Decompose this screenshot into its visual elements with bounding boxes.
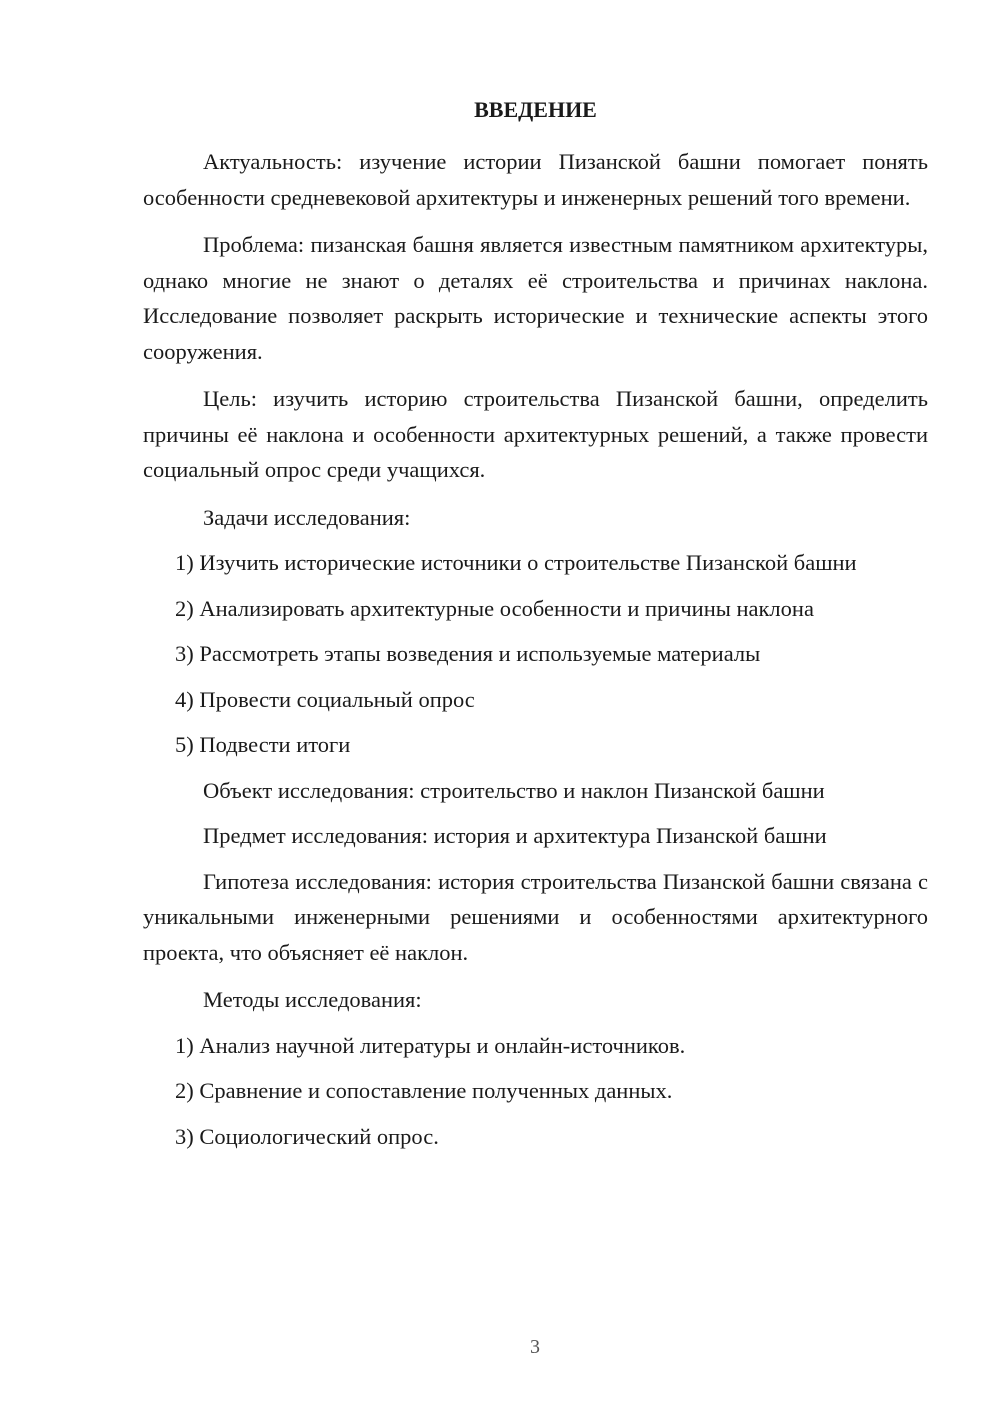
subject-line: Предмет исследования: история и архитектура Пизанской башни (203, 823, 827, 848)
tasks-heading: Задачи исследования: (203, 504, 411, 530)
problem-paragraph: Проблема: пизанская башня является известным памятником архитектуры, однако многие не знают о деталях её строительства и причинах наклона. Исследование позволяет раскрыть исторические и технические аспекты этого сооружения. (143, 232, 928, 364)
method-item-1: 1) Анализ научной литературы и онлайн-источников. (175, 1032, 686, 1058)
methods-heading: Методы исследования: (203, 987, 422, 1012)
object-line: Объект исследования: строительство и наклон Пизанской башни (203, 777, 825, 803)
page-title: ВВЕДЕНИЕ (474, 97, 597, 122)
method-item-2: 2) Сравнение и сопоставление полученных данных. (175, 1078, 673, 1103)
page-content (143, 92, 928, 1164)
goal-paragraph: Цель: изучить историю строительства Пизанской башни, определить причины её наклона и особенности архитектурных решений, а также провести социальный опрос среди учащихся. (143, 386, 928, 482)
page-number: 3 (530, 1336, 540, 1358)
task-item-2: 2) Анализировать архитектурные особенности и причины наклона (175, 595, 814, 621)
task-item-1: 1) Изучить исторические источники о строительстве Пизанской башни (175, 550, 857, 575)
task-item-3: 3) Рассмотреть этапы возведения и используемые материалы (175, 641, 761, 666)
hypothesis-paragraph: Гипотеза исследования: история строительства Пизанской башни связана с уникальными инженерными решениями и особенностями архитектурного проекта, что объясняет её наклон. (143, 868, 928, 965)
task-item-5: 5) Подвести итоги (175, 732, 351, 757)
method-item-3: 3) Социологический опрос. (175, 1123, 439, 1149)
relevance-paragraph: Актуальность: изучение истории Пизанской башни помогает понять особенности средневековой архитектуры и инженерных решений того времени. (143, 149, 928, 210)
task-item-4: 4) Провести социальный опрос (175, 686, 475, 712)
